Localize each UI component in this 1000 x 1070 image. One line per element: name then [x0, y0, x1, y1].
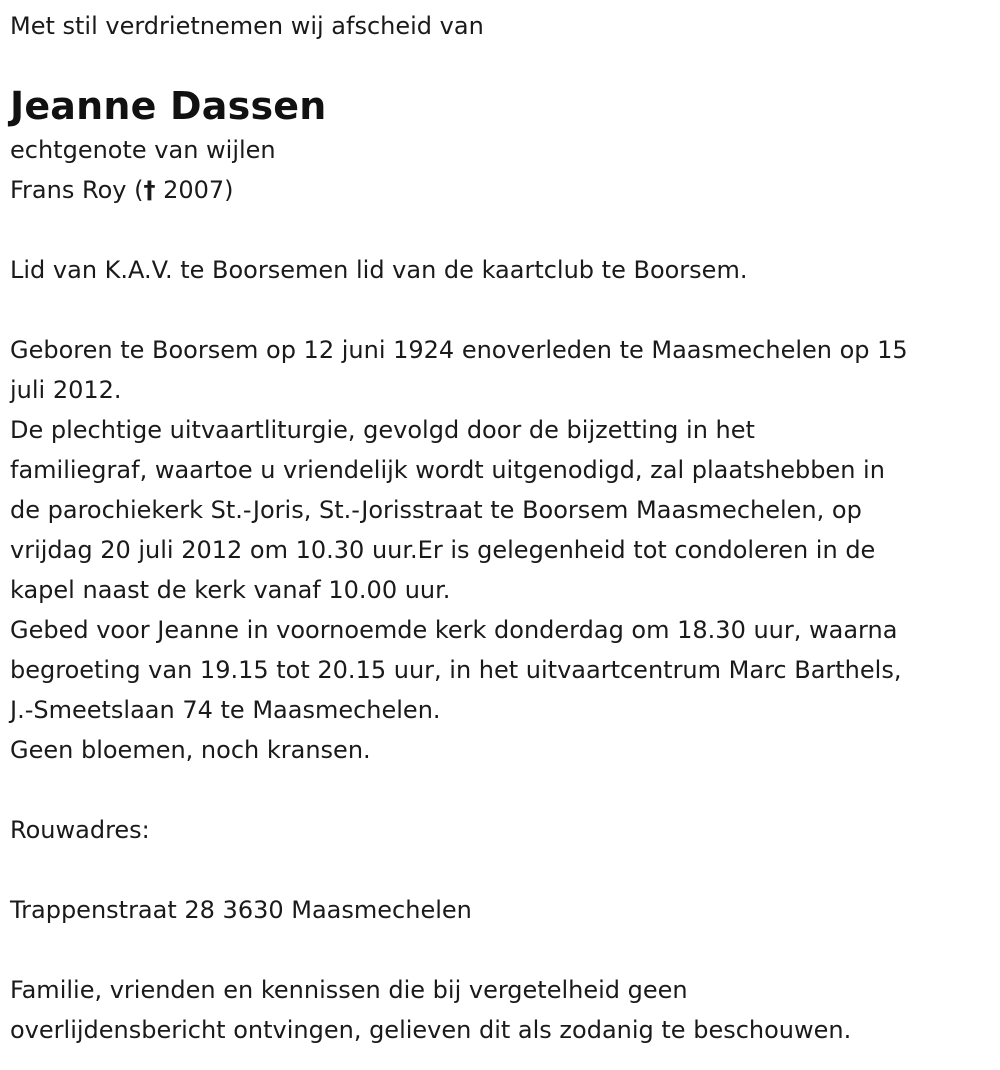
body-line: kapel naast de kerk vanaf 10.00 uur. — [10, 576, 451, 604]
body-line: Geboren te Boorsem op 12 juni 1924 enoverleden te Maasmechelen op 15 — [10, 336, 908, 364]
body-line: De plechtige uitvaartliturgie, gevolgd door de bijzetting in het — [10, 416, 755, 444]
spacer — [10, 210, 995, 250]
body-line: J.-Smeetslaan 74 te Maasmechelen. — [10, 696, 441, 724]
body-line: begroeting van 19.15 tot 20.15 uur, in het uitvaartcentrum Marc Barthels, — [10, 656, 902, 684]
closing-line: overlijdensbericht ontvingen, gelieven dit als zodanig te beschouwen. — [10, 1016, 852, 1044]
spacer — [10, 770, 995, 810]
body-line: vrijdag 20 juli 2012 om 10.30 uur.Er is gelegenheid tot condoleren in de — [10, 536, 876, 564]
membership-text: Lid van K.A.V. te Boorsemen lid van de kaartclub te Boorsem. — [10, 256, 748, 284]
spouse-name-line — [10, 170, 995, 210]
spouse-death-year: 2007) — [155, 176, 234, 204]
intro-text: Met stil verdrietnemen wij afscheid van — [10, 12, 484, 40]
deceased-name: Jeanne Dassen — [10, 84, 327, 128]
cross-icon: † — [143, 176, 156, 204]
closing-line: Familie, vrienden en kennissen die bij vergetelheid geen — [10, 976, 688, 1004]
spacer — [10, 290, 995, 330]
body-line: Geen bloemen, noch kransen. — [10, 736, 371, 764]
address-label: Rouwadres: — [10, 816, 150, 844]
address-text: Trappenstraat 28 3630 Maasmechelen — [10, 896, 472, 924]
death-notice — [10, 0, 995, 1050]
spouse-name: Frans Roy ( — [10, 176, 144, 204]
spacer — [10, 930, 995, 970]
body-line: de parochiekerk St.-Joris, St.-Jorisstraat te Boorsem Maasmechelen, op — [10, 496, 862, 524]
spouse-relation: echtgenote van wijlen — [10, 136, 276, 164]
spacer — [10, 850, 995, 890]
body-line: Gebed voor Jeanne in voornoemde kerk donderdag om 18.30 uur, waarna — [10, 616, 898, 644]
body-line: familiegraf, waartoe u vriendelijk wordt uitgenodigd, zal plaatshebben in — [10, 456, 885, 484]
body-line: juli 2012. — [10, 376, 122, 404]
